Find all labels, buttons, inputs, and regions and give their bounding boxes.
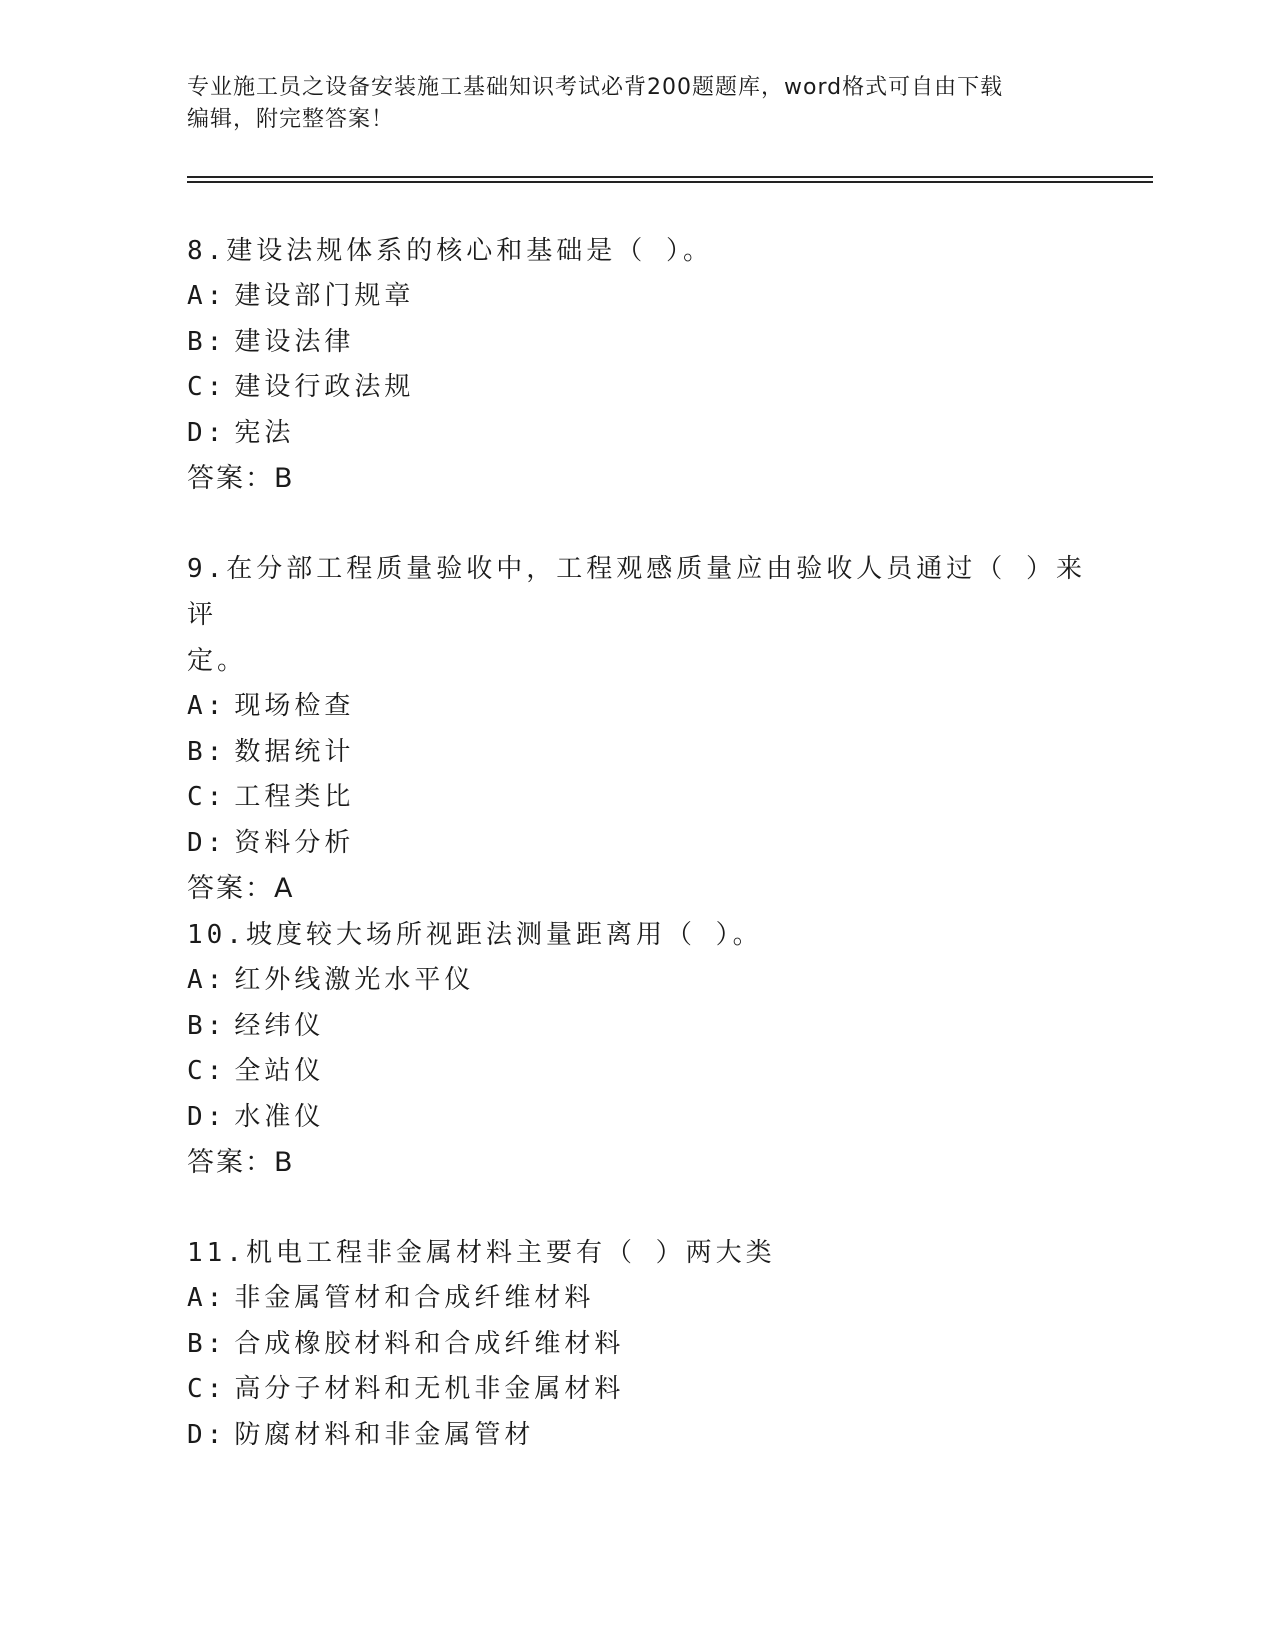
option-a [187, 958, 1087, 1004]
option-text: 水准仪 [234, 1101, 325, 1132]
option-text: 建设行政法规 [234, 372, 415, 402]
option-text: 非金属管材和合成纤维材料 [234, 1283, 595, 1313]
question-stem-line-2: 定。 [187, 646, 248, 676]
option-text: 红外线激光水平仪 [234, 965, 475, 995]
option-text: 宪法 [234, 417, 295, 448]
answer: 答案：B [187, 1147, 295, 1178]
question-8 [187, 228, 1087, 502]
option-c [187, 1367, 1087, 1413]
question-10 [187, 912, 1087, 1186]
option-text: 建设部门规章 [234, 281, 415, 311]
option-letter: A: [187, 691, 227, 721]
document-header [187, 72, 1067, 136]
option-letter: D: [187, 1101, 227, 1132]
option-letter: B: [187, 1010, 227, 1041]
option-letter: B: [187, 1328, 227, 1359]
option-letter: D: [187, 417, 227, 448]
option-c [187, 775, 1087, 821]
option-text: 资料分析 [234, 827, 355, 858]
option-text: 合成橡胶材料和合成纤维材料 [234, 1328, 625, 1359]
question-stem: 8.建设法规体系的核心和基础是（ ）。 [187, 236, 713, 266]
header-line-2: 编辑，附完整答案！ [187, 107, 395, 132]
option-d [187, 1413, 1087, 1459]
question-stem: 10.坡度较大场所视距法测量距离用（ ）。 [187, 920, 763, 950]
option-a [187, 274, 1087, 320]
header-divider-bottom [187, 181, 1153, 183]
option-letter: B: [187, 326, 227, 357]
option-text: 高分子材料和无机非金属材料 [234, 1374, 625, 1404]
header-line-1: 专业施工员之设备安装施工基础知识考试必背200题题库，word格式可自由下载 [187, 75, 1004, 100]
option-letter: C: [187, 372, 227, 402]
option-text: 防腐材料和非金属管材 [234, 1419, 535, 1450]
option-b [187, 1322, 1087, 1368]
option-d [187, 1095, 1087, 1141]
option-letter: A: [187, 965, 227, 995]
option-d [187, 821, 1087, 867]
option-c [187, 365, 1087, 411]
option-c [187, 1049, 1087, 1095]
question-stem: 11.机电工程非金属材料主要有（ ）两大类 [187, 1238, 776, 1268]
option-letter: C: [187, 782, 227, 812]
option-text: 数据统计 [234, 736, 355, 767]
question-11 [187, 1230, 1087, 1458]
option-text: 建设法律 [234, 326, 355, 357]
question-9 [187, 546, 1087, 912]
option-text: 经纬仪 [234, 1010, 325, 1041]
option-letter: C: [187, 1374, 227, 1404]
option-b [187, 320, 1087, 366]
option-letter: D: [187, 827, 227, 858]
option-text: 现场检查 [234, 691, 355, 721]
option-a [187, 1276, 1087, 1322]
option-text: 工程类比 [234, 782, 355, 812]
option-d [187, 411, 1087, 457]
question-stem-line-1: 9.在分部工程质量验收中，工程观感质量应由验收人员通过（ ）来评 [187, 554, 1086, 630]
option-letter: A: [187, 1283, 227, 1313]
answer: 答案：B [187, 463, 295, 494]
answer: 答案：A [187, 873, 295, 904]
option-letter: D: [187, 1419, 227, 1450]
option-a [187, 684, 1087, 730]
option-b [187, 1004, 1087, 1050]
option-letter: A: [187, 281, 227, 311]
option-letter: B: [187, 736, 227, 767]
option-b [187, 730, 1087, 776]
option-letter: C: [187, 1056, 227, 1086]
header-divider-top [187, 176, 1153, 178]
option-text: 全站仪 [234, 1056, 325, 1086]
